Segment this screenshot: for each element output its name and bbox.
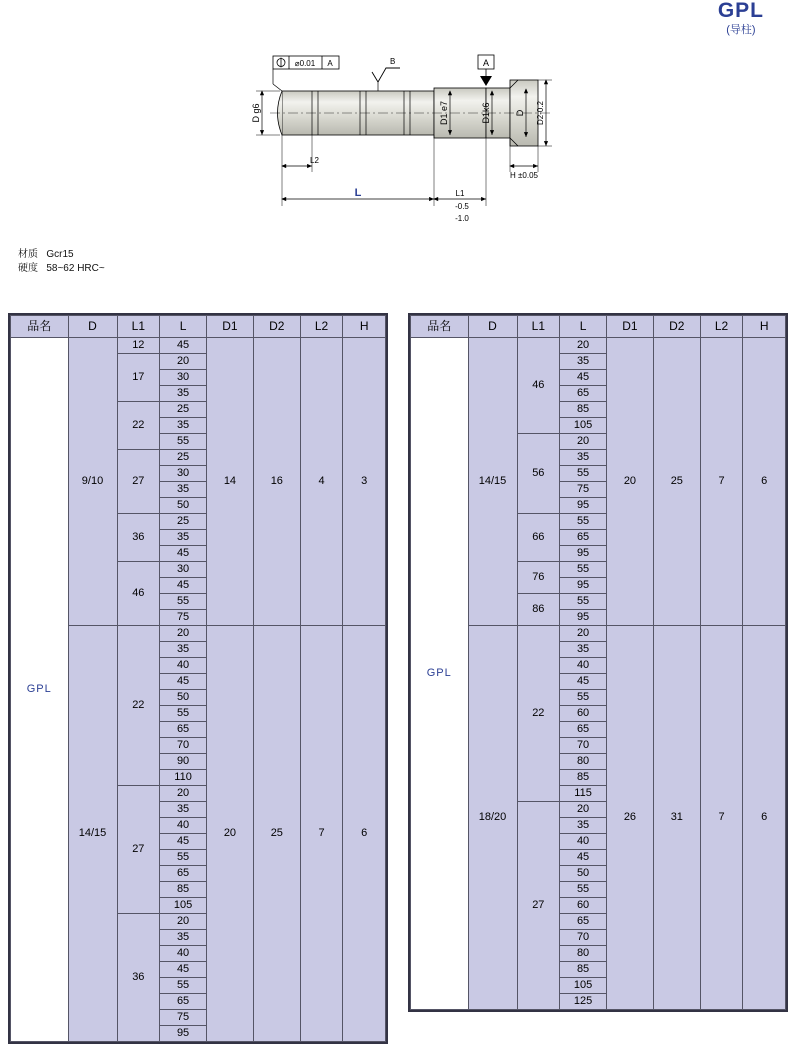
cell-l: 95 (560, 498, 607, 514)
dim-d-g6: D g6 (251, 103, 261, 123)
page-title: GPL (717, 0, 764, 22)
dim-h: H ±0.05 (510, 171, 538, 180)
cell-l1: 86 (517, 594, 560, 626)
cell-l: 75 (160, 610, 207, 626)
cell-l2: 7 (300, 626, 343, 1042)
svg-text:B: B (390, 57, 396, 66)
cell-l: 80 (560, 754, 607, 770)
cell-l: 45 (160, 338, 207, 354)
cell-l: 85 (560, 770, 607, 786)
cell-d2: 31 (653, 626, 700, 1010)
cell-l: 90 (160, 754, 207, 770)
cell-l: 45 (160, 962, 207, 978)
cell-l: 70 (160, 738, 207, 754)
cell-l1: 46 (517, 338, 560, 434)
cell-l: 55 (160, 706, 207, 722)
column-header-3: L1 (517, 316, 560, 338)
cell-l: 65 (560, 722, 607, 738)
cell-l: 95 (560, 546, 607, 562)
hardness-label: 硬度 (18, 263, 38, 274)
cell-l2: 4 (300, 338, 343, 626)
cell-l: 20 (160, 354, 207, 370)
product-name-cell: GPL (11, 338, 69, 1042)
cell-l: 105 (560, 978, 607, 994)
table-header-row (411, 316, 786, 338)
spec-table-left-wrapper (8, 313, 388, 1044)
column-header-5: D1 (607, 316, 654, 338)
cell-l: 40 (160, 658, 207, 674)
page-header (718, 0, 764, 37)
cell-l: 35 (560, 642, 607, 658)
cell-l1: 66 (517, 514, 560, 562)
cell-l1: 12 (117, 338, 160, 354)
cell-l: 105 (560, 418, 607, 434)
dim-l1: L1 (455, 189, 465, 198)
cell-l: 20 (560, 626, 607, 642)
dim-d1-k6: D1k6 (481, 102, 491, 124)
cell-l: 35 (160, 930, 207, 946)
column-header-5: D1 (207, 316, 254, 338)
cell-l: 50 (160, 498, 207, 514)
page-subtitle: (导柱) (726, 24, 756, 36)
spec-table-right (410, 315, 786, 1010)
spec-table-right-wrapper (408, 313, 788, 1012)
cell-l: 35 (560, 354, 607, 370)
cell-l: 55 (560, 594, 607, 610)
cell-l: 55 (160, 594, 207, 610)
column-header-3: L1 (117, 316, 160, 338)
dim-l: L (354, 187, 362, 199)
cell-l: 40 (160, 946, 207, 962)
cell-l1: 27 (117, 786, 160, 914)
cell-l1: 46 (117, 562, 160, 626)
column-header-4: L (560, 316, 607, 338)
dim-d: D (515, 109, 525, 117)
cell-l: 20 (560, 434, 607, 450)
column-header-2: D (68, 316, 117, 338)
cell-l1: 17 (117, 354, 160, 402)
cell-l: 40 (560, 658, 607, 674)
cell-l: 30 (160, 370, 207, 386)
cell-l1: 27 (117, 450, 160, 514)
cell-d2: 25 (653, 338, 700, 626)
cell-l: 95 (560, 578, 607, 594)
cell-l: 40 (560, 834, 607, 850)
cell-l: 35 (160, 418, 207, 434)
cell-l: 95 (560, 610, 607, 626)
cell-d1: 20 (207, 626, 254, 1042)
dim-d2: D2-0.2 (536, 100, 545, 126)
cell-l2: 7 (700, 626, 743, 1010)
column-header-4: L (160, 316, 207, 338)
cell-l: 25 (160, 450, 207, 466)
cell-l: 20 (160, 914, 207, 930)
cell-d: 14/15 (68, 626, 117, 1042)
cell-d1: 26 (607, 626, 654, 1010)
cell-l: 50 (560, 866, 607, 882)
cell-l: 60 (560, 706, 607, 722)
cell-l: 60 (560, 898, 607, 914)
datum-a-top: A (482, 58, 490, 68)
cell-l: 25 (160, 402, 207, 418)
cell-h: 6 (343, 626, 386, 1042)
cell-l: 85 (160, 882, 207, 898)
cell-d: 9/10 (68, 338, 117, 626)
column-header-1: 品名 (11, 316, 69, 338)
product-name-cell: GPL (411, 338, 469, 1010)
cell-l1: 22 (117, 626, 160, 786)
cell-d: 18/20 (468, 626, 517, 1010)
cell-l: 95 (160, 1026, 207, 1042)
cell-l: 65 (160, 866, 207, 882)
table-row (11, 338, 386, 354)
svg-text:A: A (327, 59, 333, 68)
cell-l: 85 (560, 962, 607, 978)
cell-l: 45 (160, 546, 207, 562)
cell-l2: 7 (700, 338, 743, 626)
cell-l: 35 (160, 482, 207, 498)
cell-l: 65 (560, 386, 607, 402)
cell-l: 50 (160, 690, 207, 706)
cell-l: 115 (560, 786, 607, 802)
cell-l: 25 (160, 514, 207, 530)
cell-l1: 56 (517, 434, 560, 514)
cell-l1: 27 (517, 802, 560, 1010)
cell-l1: 36 (117, 914, 160, 1042)
cell-d2: 16 (253, 338, 300, 626)
cell-l: 65 (160, 722, 207, 738)
table-header-row (11, 316, 386, 338)
material-note (18, 248, 105, 276)
cell-l: 65 (560, 914, 607, 930)
cell-l: 65 (160, 994, 207, 1010)
column-header-6: D2 (253, 316, 300, 338)
material-value: Gcr15 (46, 249, 74, 260)
cell-l: 55 (560, 466, 607, 482)
cell-l: 55 (160, 850, 207, 866)
cell-l: 75 (160, 1010, 207, 1026)
cell-l: 55 (160, 978, 207, 994)
cell-l: 20 (160, 626, 207, 642)
cell-l: 35 (560, 818, 607, 834)
cell-l: 20 (560, 802, 607, 818)
cell-l: 35 (160, 386, 207, 402)
column-header-8: H (343, 316, 386, 338)
svg-text:⌀0.01: ⌀0.01 (294, 59, 316, 68)
cell-l1: 76 (517, 562, 560, 594)
column-header-1: 品名 (411, 316, 469, 338)
cell-d2: 25 (253, 626, 300, 1042)
cell-l: 125 (560, 994, 607, 1010)
cell-l: 35 (160, 642, 207, 658)
cell-l: 45 (160, 834, 207, 850)
cell-l: 35 (160, 802, 207, 818)
cell-l: 45 (160, 674, 207, 690)
column-header-8: H (743, 316, 786, 338)
cell-l1: 22 (517, 626, 560, 802)
tol-lower: -1.0 (455, 214, 469, 223)
cell-l: 45 (560, 850, 607, 866)
cell-l: 45 (560, 674, 607, 690)
cell-l: 70 (560, 930, 607, 946)
cell-l: 45 (560, 370, 607, 386)
cell-l1: 22 (117, 402, 160, 450)
cell-l: 35 (560, 450, 607, 466)
cell-l: 105 (160, 898, 207, 914)
cell-l: 30 (160, 466, 207, 482)
cell-l: 30 (160, 562, 207, 578)
column-header-6: D2 (653, 316, 700, 338)
spec-table-left (10, 315, 386, 1042)
cell-l: 35 (160, 530, 207, 546)
column-header-2: D (468, 316, 517, 338)
material-label: 材质 (18, 249, 38, 260)
cell-l: 55 (560, 514, 607, 530)
tol-upper: -0.5 (455, 202, 469, 211)
column-header-7: L2 (300, 316, 343, 338)
roughness-symbol (372, 57, 400, 91)
technical-drawing (240, 44, 570, 229)
dim-l2: L2 (310, 156, 319, 165)
column-header-7: L2 (700, 316, 743, 338)
feature-control-frame (273, 56, 339, 91)
cell-l: 80 (560, 946, 607, 962)
cell-l: 75 (560, 482, 607, 498)
cell-d1: 14 (207, 338, 254, 626)
cell-l: 55 (160, 434, 207, 450)
cell-l: 55 (560, 562, 607, 578)
cell-l: 110 (160, 770, 207, 786)
cell-l: 20 (560, 338, 607, 354)
cell-l: 20 (160, 786, 207, 802)
cell-l: 40 (160, 818, 207, 834)
cell-l: 85 (560, 402, 607, 418)
cell-l1: 36 (117, 514, 160, 562)
cell-l: 70 (560, 738, 607, 754)
dim-d1-e7: D1 e7 (439, 100, 449, 126)
cell-h: 6 (743, 338, 786, 626)
cell-d1: 20 (607, 338, 654, 626)
cell-l: 55 (560, 882, 607, 898)
cell-l: 55 (560, 690, 607, 706)
cell-l: 45 (160, 578, 207, 594)
hardness-value: 58~62 HRC~ (46, 263, 105, 274)
cell-h: 3 (343, 338, 386, 626)
cell-l: 65 (560, 530, 607, 546)
table-row (411, 338, 786, 354)
cell-h: 6 (743, 626, 786, 1010)
cell-d: 14/15 (468, 338, 517, 626)
